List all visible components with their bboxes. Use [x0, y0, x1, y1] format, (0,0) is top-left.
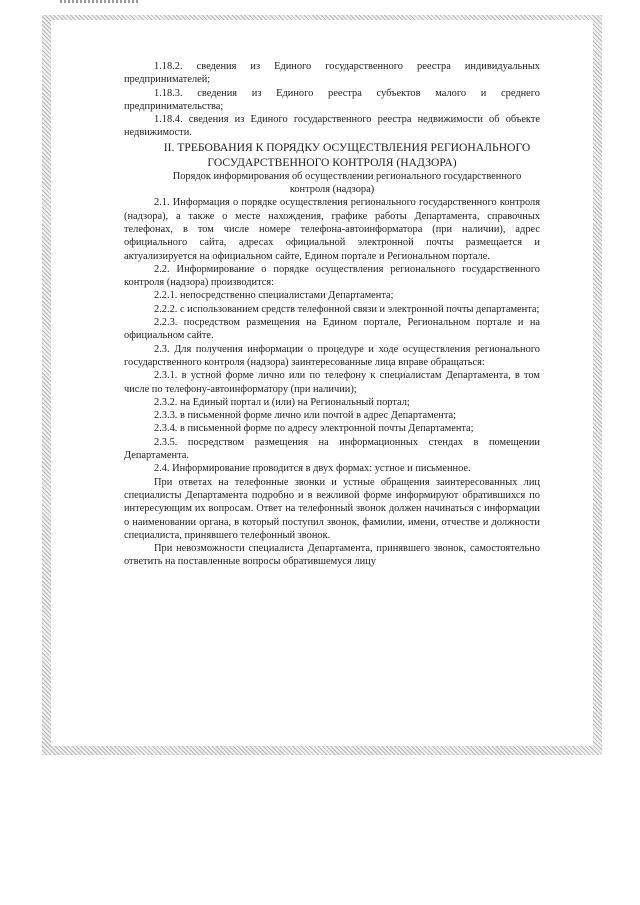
document-body: [124, 60, 540, 569]
paragraph-2-4: 2.4. Информирование проводится в двух формах: устное и письменное.: [154, 463, 471, 475]
subsection-title: Порядок информирования об осуществлении регионального государственного контроля (надзора): [172, 170, 522, 196]
paragraph-phone-answers: При ответах на телефонные звонки и устные обращения заинтересованных лиц специалисты Департамента подробно и в вежливой форме информируют обратившихся по интересующим их вопросам. Ответ на телефонный звонок должен начинаться с информации о наименовании органа, в который поступил звонок, фамилии, имени, отчестве и должности специалиста, принявшего телефонный звонок.: [124, 476, 540, 541]
item-1-18-3: 1.18.3. сведения из Единого реестра субъектов малого и среднего предпринимательства;: [124, 87, 540, 112]
paragraph-2-2-1: 2.2.1. непосредственно специалистами Департамента;: [154, 290, 394, 302]
scan-edge-mark: [60, 0, 140, 3]
document-page: [51, 20, 593, 746]
section-title: II. ТРЕБОВАНИЯ К ПОРЯДКУ ОСУЩЕСТВЛЕНИЯ РЕГИОНАЛЬНОГО ГОСУДАРСТВЕННОГО КОНТРОЛЯ (НАДЗОРА): [163, 140, 531, 169]
paragraph-2-3-2: 2.3.2. на Единый портал и (или) на Региональный портал;: [154, 396, 410, 408]
paragraph-2-2-2: 2.2.2. с использованием средств телефонной связи и электронной почты департамента;: [154, 303, 540, 315]
item-1-18-4: 1.18.4. сведения из Единого государственного реестра недвижимости об объекте недвижимости.: [124, 114, 540, 139]
paragraph-2-3: 2.3. Для получения информации о процедуре и ходе осуществления регионального государственного контроля (надзора) заинтересованные лица вправе обращаться:: [124, 343, 540, 368]
paragraph-2-2-3: 2.2.3. посредством размещения на Едином портале, Региональном портале и на официальном сайте.: [124, 317, 540, 342]
paragraph-2-2: 2.2. Информирование о порядке осуществления регионального государственного контроля (надзора) производится:: [124, 263, 540, 289]
scan-border: [42, 15, 602, 755]
paragraph-2-1: 2.1. Информация о порядке осуществления регионального государственного контроля (надзора), а также о месте нахождения, графике работы Департамента, справочных телефонах, в том числе номере телефона-автоинформатора (при наличии), адрес официального сайта, адресах официальной электронной почты размещается и актуализируется на официальном сайте, Едином портале и Региональном портале.: [124, 197, 540, 262]
paragraph-inability: При невозможности специалиста Департамента, принявшего звонок, самостоятельно ответить на поставленные вопросы обратившемуся лицу: [124, 543, 540, 568]
paragraph-2-3-4: 2.3.4. в письменной форме по адресу электронной почты Департамента;: [154, 423, 474, 435]
item-1-18-2: 1.18.2. сведения из Единого государственного реестра индивидуальных предпринимателей;: [124, 61, 540, 86]
paragraph-2-3-1: 2.3.1. в устной форме лично или по телефону к специалистам Департамента, в том числе по телефону-автоинформатору (при наличии);: [124, 370, 540, 395]
paragraph-2-3-5: 2.3.5. посредством размещения на информационных стендах в помещении Департамента.: [124, 436, 540, 462]
paragraph-2-3-3: 2.3.3. в письменной форме лично или почтой в адрес Департамента;: [154, 410, 456, 422]
